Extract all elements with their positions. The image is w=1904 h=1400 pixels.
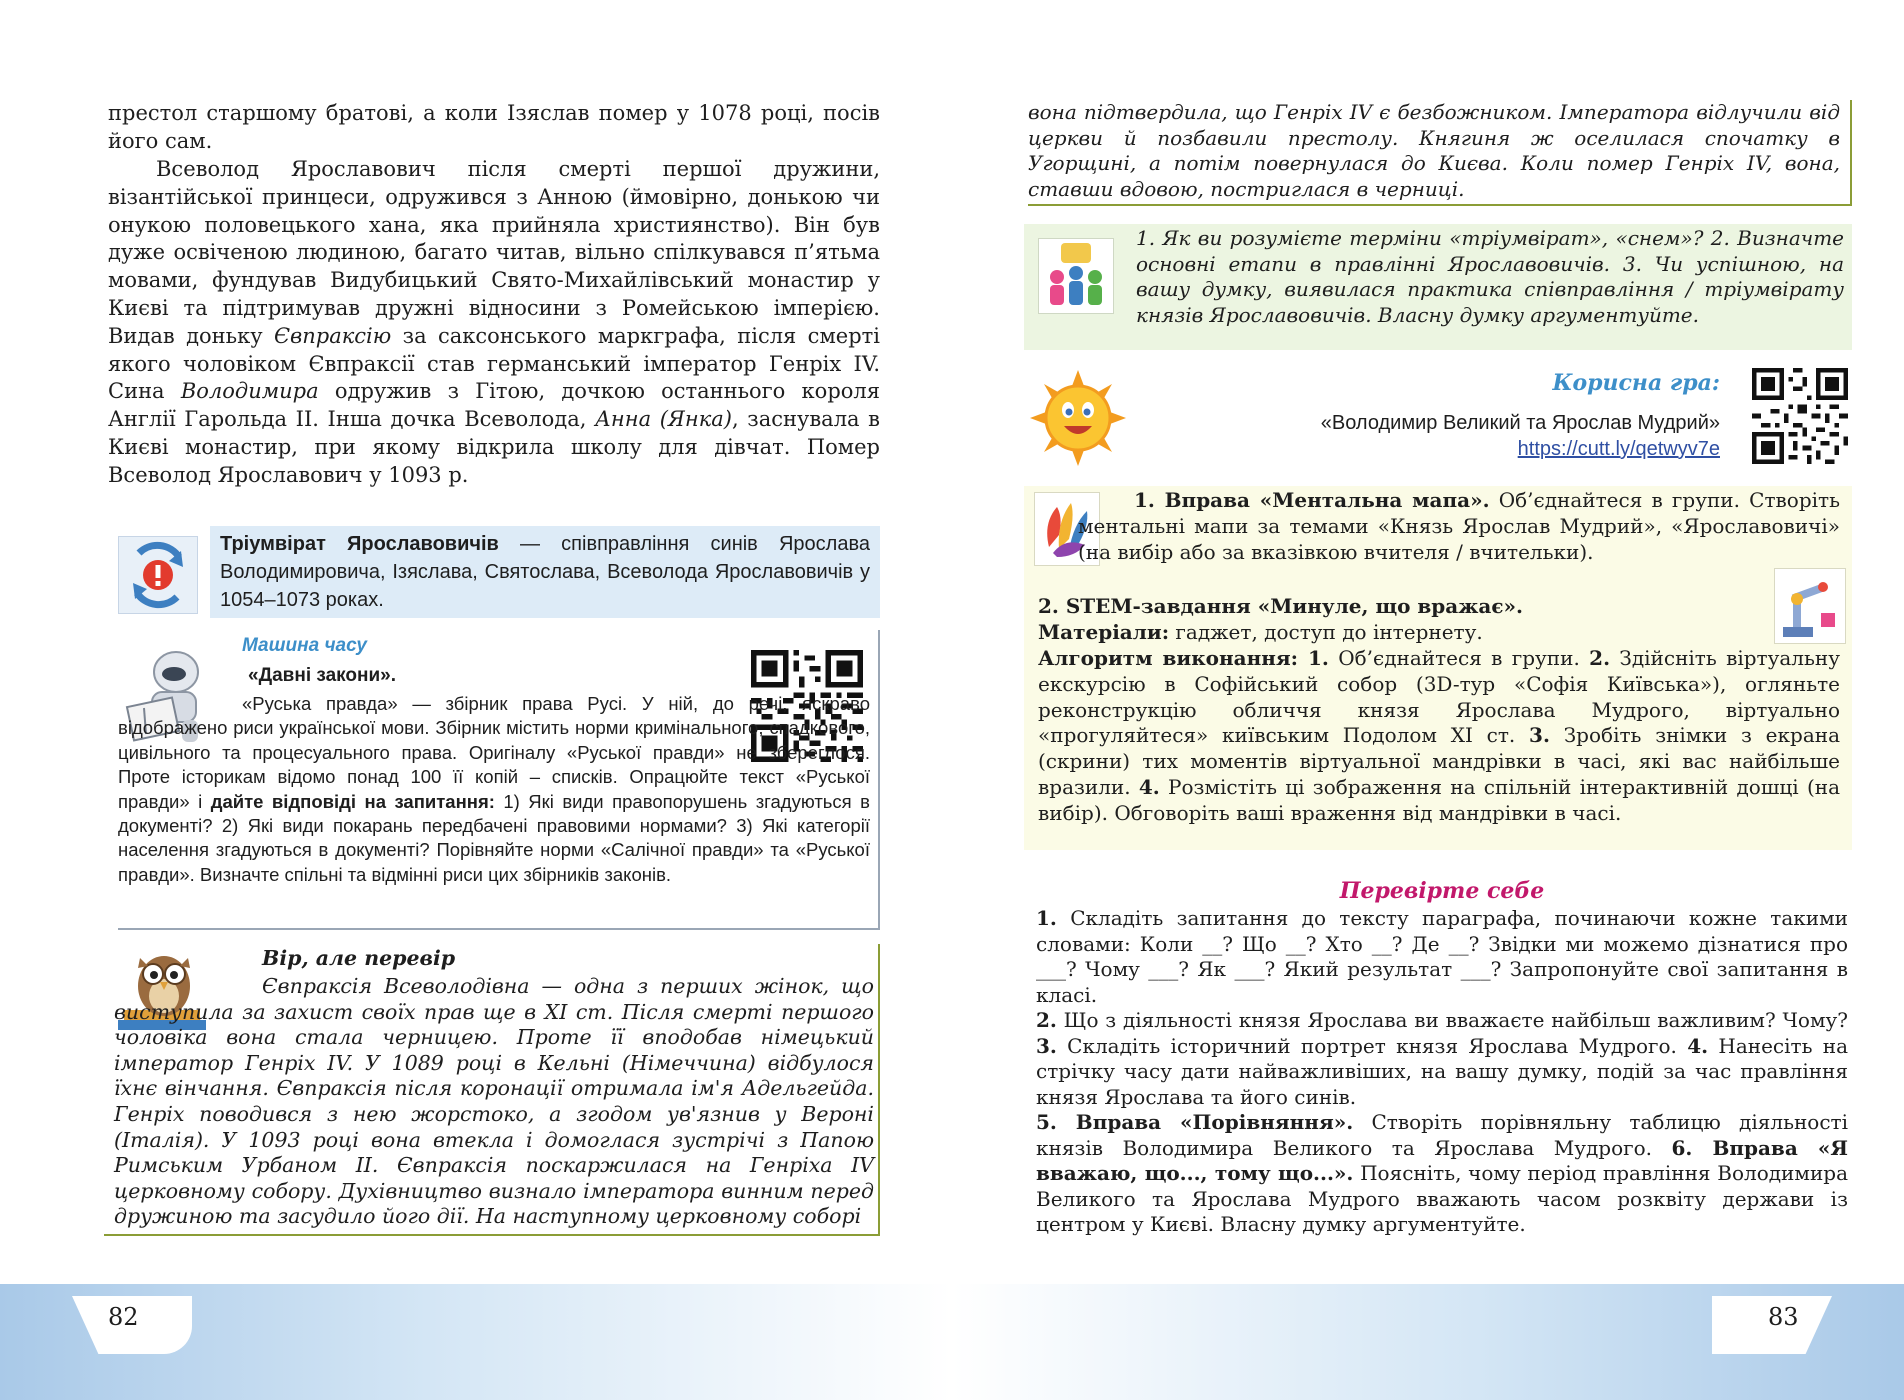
exercise-box — [1024, 486, 1852, 850]
check-yourself-heading: Перевірте себе — [1339, 878, 1545, 904]
right-page — [952, 0, 1904, 1400]
group-discussion-icon — [1038, 238, 1114, 314]
page-number-right: 83 — [1768, 1303, 1799, 1331]
owl-box-text: Євпраксія Всеволодівна — одна з перших жінок, що виступила за захист своїх прав ще в XI ст. Після смерті першого чоловіка вона стала черницею. Проте її вподобав німецький імператор Генріх IV. У 1089 році в Кельні (Німеччина) відбулося їхнє вінчання. Євпраксія після коронації отримала ім'я Адельгейда. Генріх поводився з нею жорстоко, а згодом ув'язнив у Вероні (Італія). У 1093 році вона втекла і домоглася зустрічі з Папою Римським Урбаном II. Євпраксія поскаржилася на Генріха IV церковному собору. Духівництво визнало імператора винним перед дружиною та засудило його дії. На наступному церковному соборі — [114, 974, 874, 1229]
continued-fact-box — [1028, 100, 1852, 206]
exercise-2-algorithm: Алгоритм виконання: 1. Об’єднайтеся в групи. 2. Здійсніть віртуальну екскурсію в Софійський собор (3D-тур «Софія Київська»), огляньте реконструкцію обличчя князя Ярослава Мудрого, віртуально «прогуляйтеся» київським Подолом XI ст. 3. Зробіть знімки з екрана (скрини) тих моментів віртуальної мандрівки в часі, які вас найбільше вразили. 4. Розмістіть ці зображення на спільній інтерактивній дошці (на вибір). Обговоріть ваші враження від мандрівки в часі. — [1038, 646, 1841, 825]
useful-game-heading: Корисна гра: — [1552, 370, 1720, 396]
exercise-2-materials: Матеріали: гаджет, доступ до інтернету. — [1038, 620, 1483, 644]
continued-text: вона підтвердила, що Генріх IV є безбожником. Імператора відлучили від церкви й позбавили престолу. Княгиня ж оселилася спочатку в Угорщині, а потім повернулася до Києва. Коли помер Генріх IV, вона, ставши вдовою, постриглася в черниці. — [1028, 100, 1840, 201]
time-machine-subheading: «Давні закони». — [248, 665, 397, 686]
time-machine-text: «Руська правда» — збірник права Русі. У ній, до речі, яскраво відображено риси української мови. Збірник містить норми кримінального, спадкового, цивільного та процесуального права. Оригіналу «Руської правди» не збереглося. Проте історикам відомо понад 100 її копій – списків. Опрацюйте текст «Руської правди» і дайте відповіді на запитання: 1) Які види правопорушень згадуються в документі? 2) Які види покарань передбачені правовими нормами? 3) Які категорії населення згадуються в документі? Порівняйте норми «Салічної правди» та «Руської правди». Визначте спільні та відмінні риси цих збірників законів. — [118, 693, 871, 885]
check-yourself-section — [1036, 870, 1849, 1236]
questions-box — [1024, 224, 1852, 350]
definition-text: Тріумвірат Ярославовичів — співправління синів Ярослава Володимировича, Ізяслава, Святослава, Всеволода Ярославовичів у 1054–1073 роках. — [210, 526, 880, 618]
time-machine-heading: Машина часу — [242, 635, 367, 656]
stem-robot-arm-icon — [1774, 568, 1846, 644]
useful-game-box — [1024, 360, 1852, 472]
check-yourself-text: 1. Складіть запитання до тексту параграфа, починаючи кожне такими словами: Коли __? Що __? Хто __? Де __? Звідки ми можемо дізнатися про ___? Чому ___? Як ___? Який результат ___? Запропонуйте свої запитання в класі. 2. Що з діяльності князя Ярослава ви вважаєте найбільш важливим? Чому? 3. Складіть історичний портрет князя Ярослава Мудрого. 4. Нанесіть на стрічку часу дати найважливіших, на вашу думку, подій за час правління князя Ярослава та його синів. 5. Вправа «Порівняння». Створіть порівняльну таблицю діяльності князів Володимира Великого та Ярослава Мудрого. 6. Вправа «Я вважаю, що..., тому що...». Поясніть, чому період правління Володимира Великого та Ярослава Мудрого вважають часом розквіту держави із центром у Києві. Власну думку аргументуйте. — [1036, 906, 1849, 1236]
useful-game-title: «Володимир Великий та Ярослав Мудрий» — [1320, 412, 1720, 434]
qr-code-icon[interactable] — [1752, 368, 1848, 464]
owl-fact-box — [104, 944, 880, 1236]
owl-box-heading: Вір, але перевір — [262, 946, 456, 970]
paragraph-intro: престол старшому братові, а коли Ізяслав помер у 1078 році, посів його сам. — [108, 101, 880, 153]
exercise-2-heading: 2. STEM-завдання «Минуле, що вражає». — [1038, 594, 1524, 618]
useful-game-link[interactable]: https://cutt.ly/qetwyv7e — [1517, 438, 1720, 460]
paragraph-vsevolod: Всеволод Ярославович після смерті першої дружини, візантійської принцеси, одружився з Анною (ймовірно, донькою чи онукою половецького хана, яка прийняла християнство). Він був дуже освіченою людиною, багато читав, вільно спілкувався п’ятьма мовами, фундував Видубицький Свято-Михайлівський монастир у Києві та підтримував дружні відносини з Ромейською імперією. Видав доньку Євпраксію за саксонського маркграфа, після смерті якого чоловіком Євпраксії став германський імператор Генріх IV. Сина Володимира одружив з Гітою, дочкою останнього короля Англії Гарольда II. Інша дочка Всеволода, Анна (Янка), заснувала в Києві монастир, при якому відкрила школу для дівчат. Помер Всеволод Ярославович у 1093 р. — [108, 157, 880, 487]
page-number-left: 82 — [108, 1303, 139, 1331]
sun-face-icon — [1030, 370, 1126, 466]
questions-text: 1. Як ви розумієте терміни «тріумвірат», «снем»? 2. Визначте основні етапи в правлінні Ярославовичів. 3. Чи успішною, на вашу думку, виявилася практика співправління / тріумвірату князів Ярославовичів. Власну думку аргументуйте. — [1136, 226, 1844, 327]
exercise-1: 1. Вправа «Ментальна мапа». Об’єднайтеся в групи. Створіть ментальні мапи за темами «Князь Ярослав Мудрий», «Ярославовичі» (на вибір або за вказівкою вчителя / вчительки). — [1078, 488, 1840, 564]
time-machine-box — [118, 630, 880, 930]
alert-refresh-icon — [118, 536, 198, 614]
definition-box — [118, 526, 880, 618]
